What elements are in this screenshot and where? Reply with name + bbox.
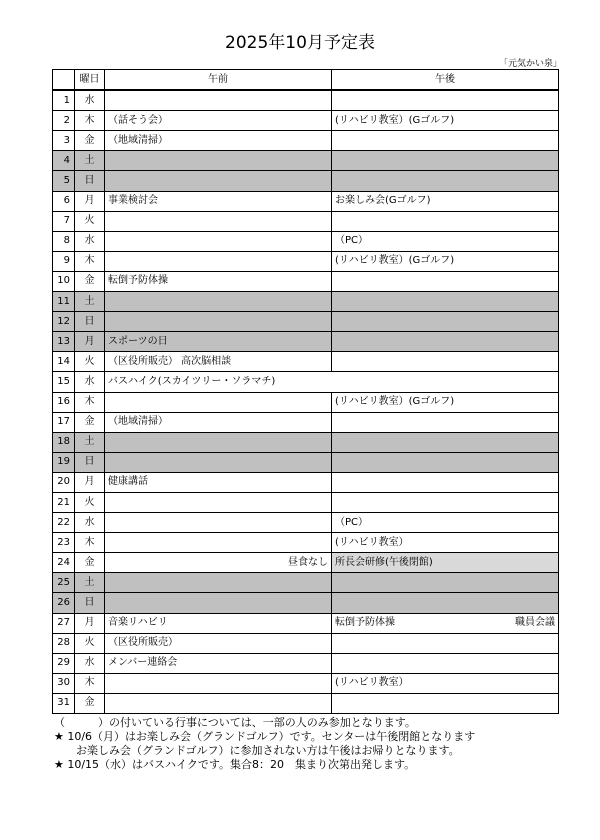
day-cell: 11: [53, 292, 75, 312]
pm-cell: （PC）: [332, 231, 559, 251]
am-cell: [105, 90, 332, 111]
am-cell: 事業検討会: [105, 191, 332, 211]
weekday-cell: 金: [75, 271, 105, 291]
pm-cell: [332, 332, 559, 352]
am-cell: [105, 312, 332, 332]
pm-cell: [332, 352, 559, 372]
weekday-cell: 水: [75, 90, 105, 111]
table-row: [53, 613, 559, 633]
header-weekday: 曜日: [75, 70, 105, 91]
pm-cell: [332, 492, 559, 512]
pm-cell: [332, 90, 559, 111]
pm-text: 転倒予防体操: [335, 617, 395, 629]
weekday-cell: 金: [75, 131, 105, 151]
table-row: [53, 191, 559, 211]
am-cell: [105, 211, 332, 231]
weekday-cell: 水: [75, 231, 105, 251]
day-cell: 13: [53, 332, 75, 352]
day-cell: 7: [53, 211, 75, 231]
weekday-cell: 水: [75, 513, 105, 533]
table-row: [53, 653, 559, 673]
table-row: [53, 332, 559, 352]
pm-cell: [332, 432, 559, 452]
day-cell: 17: [53, 412, 75, 432]
pm-cell: [332, 312, 559, 332]
pm-cell: お楽しみ会(Gゴルフ): [332, 191, 559, 211]
table-row: [53, 492, 559, 512]
am-cell: （地域清掃）: [105, 412, 332, 432]
day-cell: 23: [53, 533, 75, 553]
am-cell: [105, 392, 332, 412]
weekday-cell: 水: [75, 372, 105, 392]
day-cell: 5: [53, 171, 75, 191]
am-cell: （区役所販売） 高次脳相談: [105, 352, 332, 372]
pm-cell: [332, 573, 559, 593]
am-cell: （区役所販売）: [105, 633, 332, 653]
day-cell: 22: [53, 513, 75, 533]
weekday-cell: 金: [75, 693, 105, 713]
am-cell: （地域清掃）: [105, 131, 332, 151]
pm-cell: [332, 653, 559, 673]
am-cell: [105, 553, 332, 573]
am-cell: メンバー連絡会: [105, 653, 332, 673]
weekday-cell: 日: [75, 171, 105, 191]
weekday-cell: 日: [75, 312, 105, 332]
day-cell: 25: [53, 573, 75, 593]
pm-cell: [332, 613, 559, 633]
notes: [54, 716, 594, 772]
pm-cell: [332, 633, 559, 653]
table-row: [53, 292, 559, 312]
pm-cell: [332, 412, 559, 432]
day-cell: 3: [53, 131, 75, 151]
pm-cell: [332, 292, 559, 312]
weekday-cell: 日: [75, 593, 105, 613]
table-row: [53, 432, 559, 452]
note-line: （ ）の付いている行事については、一部の人のみ参加となります。: [54, 716, 416, 729]
day-cell: 27: [53, 613, 75, 633]
weekday-cell: 月: [75, 332, 105, 352]
pm-cell: [332, 131, 559, 151]
table-row: [53, 231, 559, 251]
table-row: [53, 392, 559, 412]
am-cell: [105, 693, 332, 713]
day-cell: 2: [53, 111, 75, 131]
day-cell: 15: [53, 372, 75, 392]
table-row: [53, 533, 559, 553]
weekday-cell: 火: [75, 352, 105, 372]
pm-cell: [332, 151, 559, 171]
am-cell: [105, 171, 332, 191]
table-row: [53, 211, 559, 231]
pm-cell: (リハビリ教室）(Gゴルフ): [332, 111, 559, 131]
note-line: ★ 10/6（月）はお楽しみ会（グランドゴルフ）です。センターは午後閉館となります: [54, 730, 476, 743]
day-cell: 12: [53, 312, 75, 332]
organization-name: 「元気かい泉」: [498, 59, 562, 69]
weekday-cell: 日: [75, 452, 105, 472]
day-cell: 21: [53, 492, 75, 512]
day-cell: 19: [53, 452, 75, 472]
table-row: [53, 593, 559, 613]
weekday-cell: 火: [75, 211, 105, 231]
am-cell: 健康講話: [105, 472, 332, 492]
day-cell: 28: [53, 633, 75, 653]
pm-cell: [332, 693, 559, 713]
day-cell: 26: [53, 593, 75, 613]
table-row: [53, 553, 559, 573]
table-row: [53, 271, 559, 291]
table-row: [53, 312, 559, 332]
pm-cell: [332, 171, 559, 191]
table-row: [53, 412, 559, 432]
header-day: [53, 70, 75, 91]
weekday-cell: 火: [75, 633, 105, 653]
day-cell: 24: [53, 553, 75, 573]
weekday-cell: 金: [75, 553, 105, 573]
am-cell: [105, 533, 332, 553]
table-row: [53, 111, 559, 131]
am-cell: [105, 673, 332, 693]
pm-cell: (リハビリ教室）(Gゴルフ): [332, 251, 559, 271]
am-cell: [105, 573, 332, 593]
weekday-cell: 木: [75, 533, 105, 553]
pm-cell: （PC）: [332, 513, 559, 533]
day-cell: 6: [53, 191, 75, 211]
weekday-cell: 木: [75, 673, 105, 693]
table-row: [53, 513, 559, 533]
am-cell: [105, 292, 332, 312]
header-am: 午前: [105, 70, 332, 91]
pm-cell: 所長会研修(午後閉館): [332, 553, 559, 573]
table-row: [53, 131, 559, 151]
weekday-cell: 月: [75, 613, 105, 633]
note-line: ★ 10/15（水）はバスハイクです。集合8：20 集まり次第出発します。: [54, 758, 416, 771]
day-cell: 4: [53, 151, 75, 171]
schedule-table: [52, 69, 559, 714]
pm-cell: (リハビリ教室）(Gゴルフ): [332, 392, 559, 412]
weekday-cell: 金: [75, 412, 105, 432]
table-row: [53, 151, 559, 171]
day-cell: 31: [53, 693, 75, 713]
day-cell: 30: [53, 673, 75, 693]
event-cell: バスハイク(スカイツリー・ソラマチ): [105, 372, 559, 392]
day-cell: 9: [53, 251, 75, 271]
am-cell: [105, 151, 332, 171]
am-cell: [105, 513, 332, 533]
table-row: [53, 90, 559, 111]
weekday-cell: 火: [75, 492, 105, 512]
pm-cell: [332, 593, 559, 613]
day-cell: 16: [53, 392, 75, 412]
day-cell: 10: [53, 271, 75, 291]
table-row: [53, 633, 559, 653]
weekday-cell: 土: [75, 573, 105, 593]
page-title: 2025年10月予定表: [225, 33, 375, 53]
table-row: [53, 372, 559, 392]
weekday-cell: 水: [75, 653, 105, 673]
day-cell: 14: [53, 352, 75, 372]
am-cell: [105, 251, 332, 271]
table-row: [53, 573, 559, 593]
am-cell: [105, 432, 332, 452]
header-pm: 午後: [332, 70, 559, 91]
pm-cell: [332, 472, 559, 492]
weekday-cell: 月: [75, 472, 105, 492]
day-cell: 29: [53, 653, 75, 673]
weekday-cell: 土: [75, 292, 105, 312]
pm-cell: (リハビリ教室）: [332, 673, 559, 693]
table-row: [53, 472, 559, 492]
weekday-cell: 月: [75, 191, 105, 211]
weekday-cell: 木: [75, 392, 105, 412]
day-cell: 1: [53, 90, 75, 111]
weekday-cell: 土: [75, 151, 105, 171]
am-cell: [105, 492, 332, 512]
table-row: [53, 452, 559, 472]
am-cell: スポーツの日: [105, 332, 332, 352]
day-cell: 18: [53, 432, 75, 452]
pm-note: 職員会議: [515, 617, 555, 629]
am-note: 昼食なし: [288, 556, 328, 568]
am-cell: （話そう会）: [105, 111, 332, 131]
table-row: [53, 171, 559, 191]
weekday-cell: 土: [75, 432, 105, 452]
table-row: [53, 673, 559, 693]
note-line: お楽しみ会（グランドゴルフ）に参加されない方は午後はお帰りとなります。: [76, 744, 460, 757]
am-cell: 音楽リハビリ: [105, 613, 332, 633]
day-cell: 8: [53, 231, 75, 251]
weekday-cell: 木: [75, 111, 105, 131]
day-cell: 20: [53, 472, 75, 492]
table-row: [53, 352, 559, 372]
table-header-row: [53, 70, 559, 91]
am-cell: [105, 452, 332, 472]
pm-cell: [332, 271, 559, 291]
table-row: [53, 693, 559, 713]
am-cell: [105, 593, 332, 613]
pm-cell: [332, 452, 559, 472]
am-cell: 転倒予防体操: [105, 271, 332, 291]
pm-cell: (リハビリ教室）: [332, 533, 559, 553]
weekday-cell: 木: [75, 251, 105, 271]
pm-cell: [332, 211, 559, 231]
table-row: [53, 251, 559, 271]
am-cell: [105, 231, 332, 251]
